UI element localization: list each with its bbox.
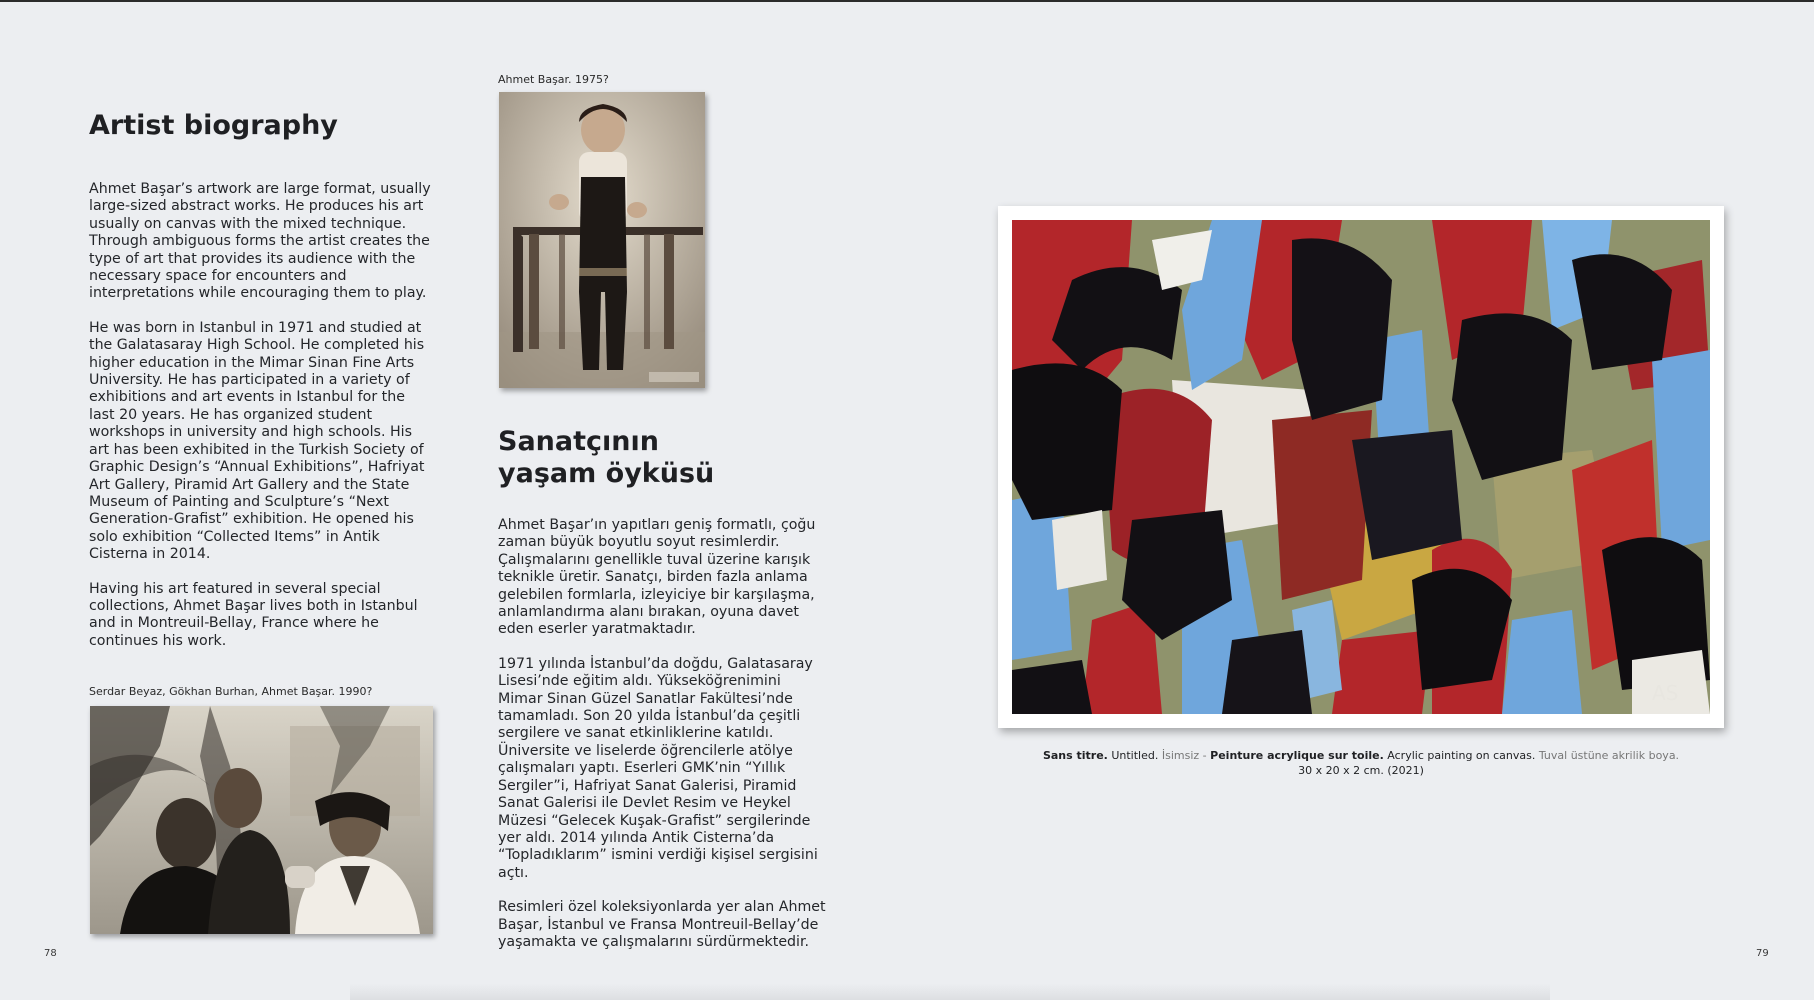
artwork-title-tr: İsimsiz — [1161, 749, 1200, 762]
artwork-medium-fr: Peinture acrylique sur toile. — [1210, 749, 1384, 762]
group-photo-caption: Serdar Beyaz, Gökhan Burhan, Ahmet Başar. 1990? — [89, 685, 373, 698]
child-photo — [499, 92, 705, 388]
artwork-title-en: Untitled. — [1111, 749, 1159, 762]
page-bottom-shadow — [350, 984, 1550, 1000]
turkish-paragraph-1: Ahmet Başar’ın yapıtları geniş formatlı, çoğu zaman büyük boyutlu soyut resimlerdir. Çalışmalarını genellikle tuval üzerine karışık teknikle üretir. Sanatçı, birden fazla anlama gelebilen formlarla, izleyiciye bir karşılaşma, anlamlandırma alanı bırakan, oyuna davet eden eserler yaratmaktadır. — [498, 517, 816, 638]
artwork-medium-tr: Tuval üstüne akrilik boya. — [1538, 749, 1680, 762]
turkish-biography-heading — [498, 426, 714, 490]
biography-paragraph-3: Having his art featured in several special collections, Ahmet Başar lives both in Istanbul and in Montreuil-Bellay, France where he continues his work. — [89, 580, 418, 649]
group-photo — [90, 706, 433, 934]
svg-text:AS: AS — [1652, 681, 1679, 705]
artwork-medium-en: Acrylic painting on canvas. — [1387, 749, 1536, 762]
artwork-dimensions: 30 x 20 x 2 cm. (2021) — [1298, 764, 1424, 777]
turkish-paragraph-3: Resimleri özel koleksiyonlarda yer alan Ahmet Başar, İstanbul ve Fransa Montreuil-Bellay’de yaşamakta ve çalışmalarını sürdürmektedir. — [498, 899, 826, 950]
biography-heading: Artist biography — [89, 110, 338, 141]
turkish-paragraph-2: 1971 yılında İstanbul’da doğdu, Galatasaray Lisesi’nde eğitim aldı. Yükseköğrenimini Mimar Sinan Güzel Sanatlar Fakültesi’nde tamamladı. Son 20 yılda İstanbul’da çeşitli sergilere ve sanat etkinliklerine katıldı. Üniversite ve liselerde öğrencilerle atölye çalışmaları yaptı. Eserleri GMK’nin “Yıllık Sergiler”i, Hafriyat Sanat Galerisi, Piramid Sanat Galerisi ile Devlet Resim ve Heykel Müzesi “Gelecek Kuşak-Grafist” sergilerinde yer aldı. 2014 yılında Antik Cisterna’da “Topladıklarım” ismini verdiği kişisel sergisini açtı. — [498, 655, 818, 881]
artwork-painting — [1012, 220, 1710, 714]
biography-paragraph-1: Ahmet Başar’s artwork are large format, usually large-sized abstract works. He produces his art usually on canvas with the mixed technique. Through ambiguous forms the artist creates the type of art that provides its audience with the necessary space for encounters and interpretations while encouraging them to play. — [89, 181, 431, 302]
child-photo-caption: Ahmet Başar. 1975? — [498, 73, 609, 86]
artwork-caption — [998, 748, 1724, 778]
biography-text-en — [89, 181, 434, 667]
biography-paragraph-2: He was born in Istanbul in 1971 and studied at the Galatasaray High School. He completed his higher education in the Mimar Sinan Fine Arts University. He has participated in a variety of exhibitions and art events in Istanbul for the last 20 years. He has organized student workshops in university and high schools. His art has been exhibited in the Turkish Society of Graphic Design’s “Annual Exhibitions”, Hafriyat Art Gallery, Piramid Art Gallery and the State Museum of Painting and Sculpture’s “Next Generation-Grafist” exhibition. He opened his solo exhibition “Collected Items” in Antik Cisterna in 2014. — [89, 319, 425, 563]
artwork-frame — [998, 206, 1724, 728]
turkish-heading-line-2: yaşam öyküsü — [498, 458, 715, 489]
biography-text-tr — [498, 517, 826, 968]
turkish-heading-line-1: Sanatçının — [498, 426, 659, 457]
artwork-caption-separator: - — [1202, 749, 1207, 762]
artwork-title-fr: Sans titre. — [1042, 749, 1108, 762]
artwork-caption-line-1 — [998, 748, 1724, 763]
page-number-left: 78 — [44, 948, 57, 959]
page-number-right: 79 — [1756, 948, 1769, 959]
